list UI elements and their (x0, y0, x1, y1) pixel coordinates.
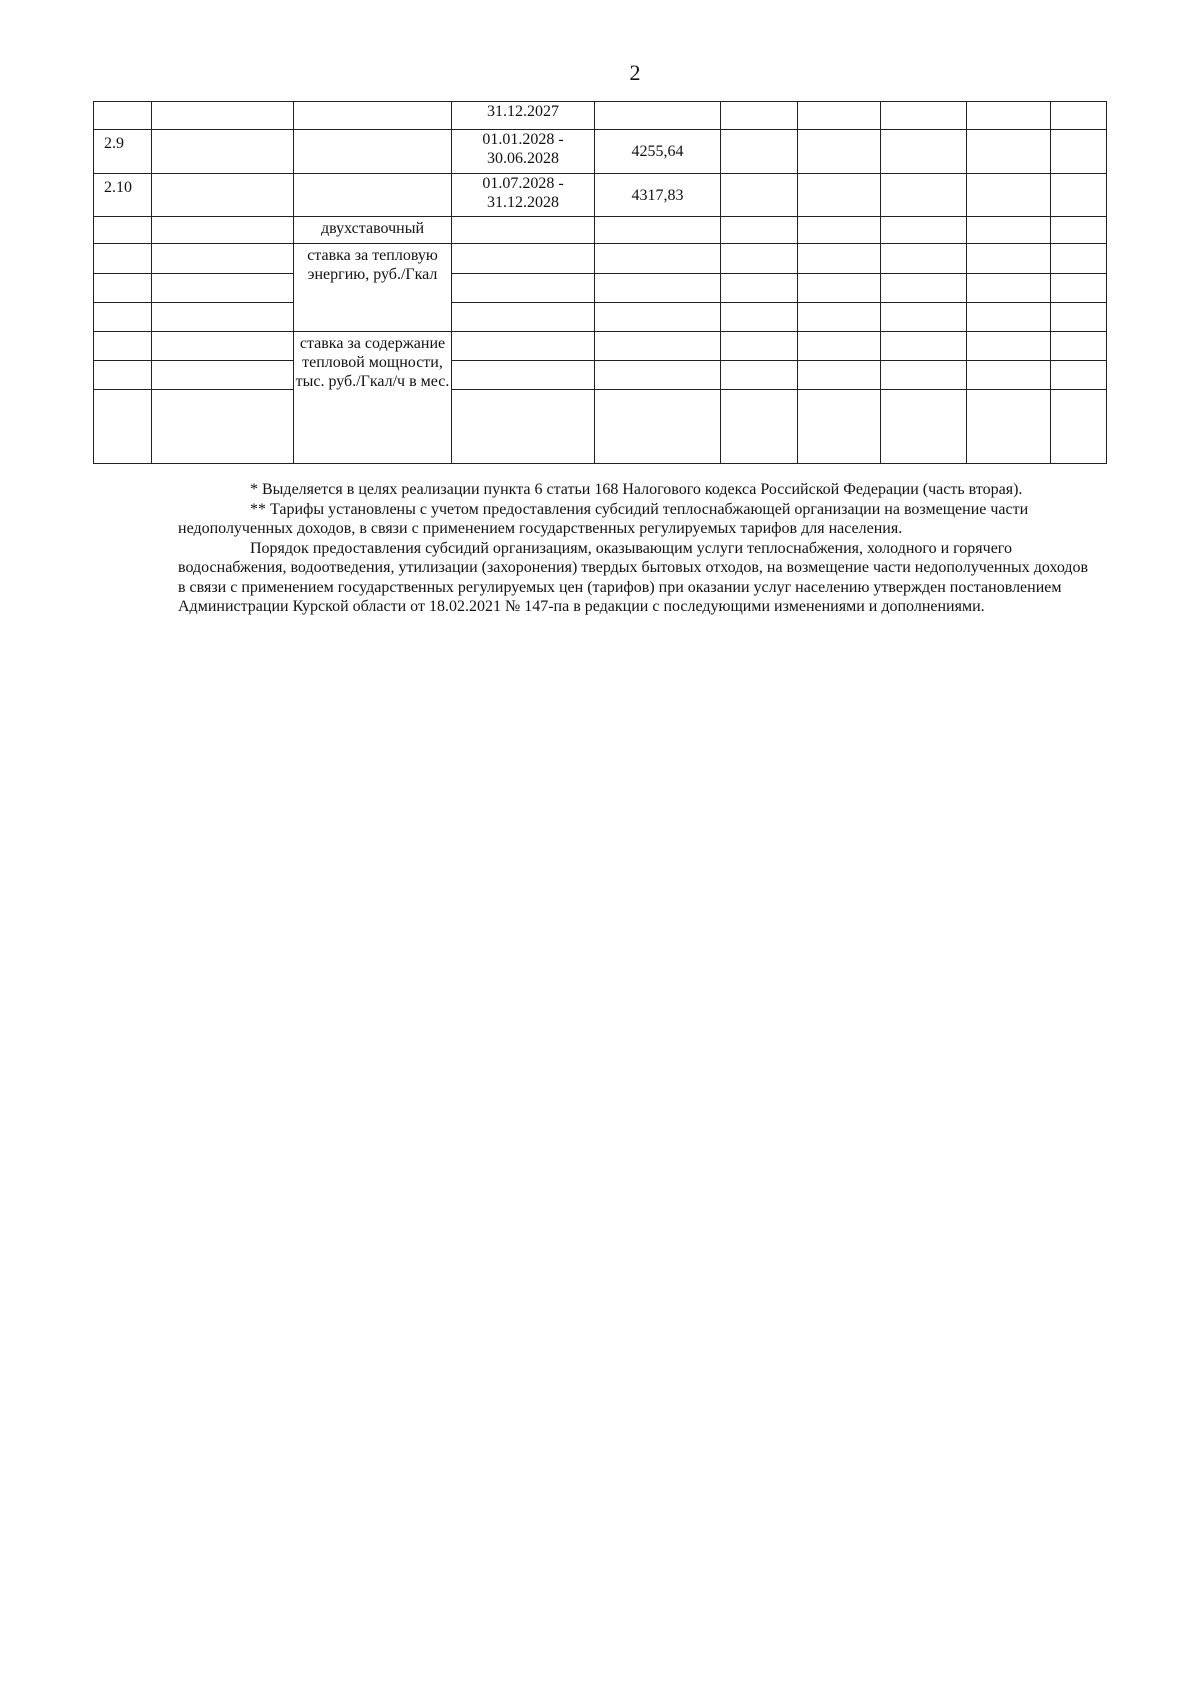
table-row (94, 217, 1107, 244)
footnote-subsidy: ** Тарифы установлены с учетом предоставления субсидий теплоснабжающей организации на возмещение части недополученных доходов, в связи с применением государственных регулируемых тарифов для населения. (178, 500, 1029, 537)
table-row (94, 390, 1107, 464)
table-row (94, 273, 1107, 302)
capacity-rate-label: ставка за содержание тепловой мощности, тыс. руб./Гкал/ч в мес. (294, 331, 452, 463)
footnotes (178, 480, 1098, 617)
tariff-table (93, 101, 1107, 464)
page-number: 2 (629, 60, 641, 85)
period-cell: 31.12.2027 (452, 102, 595, 130)
period-cell: 01.01.2028 - 30.06.2028 (452, 130, 595, 174)
row-number: 2.9 (94, 130, 152, 174)
energy-rate-label: ставка за тепловую энергию, руб./Гкал (294, 244, 452, 331)
subsidy-procedure-note: Порядок предоставления субсидий организациям, оказывающим услуги теплоснабжения, холодного и горячего водоснабжения, водоотведения, утилизации (захоронения) твердых бытовых отходов, на возмещение части недополученных доходов в связи с применением государственных регулируемых цен (тарифов) при оказании услуг населению утвержден постановлением Администрации Курской области от 18.02.2021 № 147-па в редакции с последующими изменениями и дополнениями. (178, 539, 1089, 615)
tariff-value: 4317,83 (595, 173, 721, 217)
row-number (94, 102, 152, 130)
footnote-vat: * Выделяется в целях реализации пункта 6 статьи 168 Налогового кодекса Российской Федерации (часть вторая). (250, 481, 1023, 498)
row-number: 2.10 (94, 173, 152, 217)
table-row (94, 130, 1107, 174)
tariff-value: 4255,64 (595, 130, 721, 174)
table-row (94, 244, 1107, 273)
table-row (94, 173, 1107, 217)
table-row (94, 302, 1107, 331)
two-part-tariff-label: двухставочный (294, 217, 452, 244)
table-row (94, 331, 1107, 360)
tariff-value (595, 102, 721, 130)
table-row (94, 102, 1107, 130)
period-cell: 01.07.2028 - 31.12.2028 (452, 173, 595, 217)
table-row (94, 360, 1107, 389)
